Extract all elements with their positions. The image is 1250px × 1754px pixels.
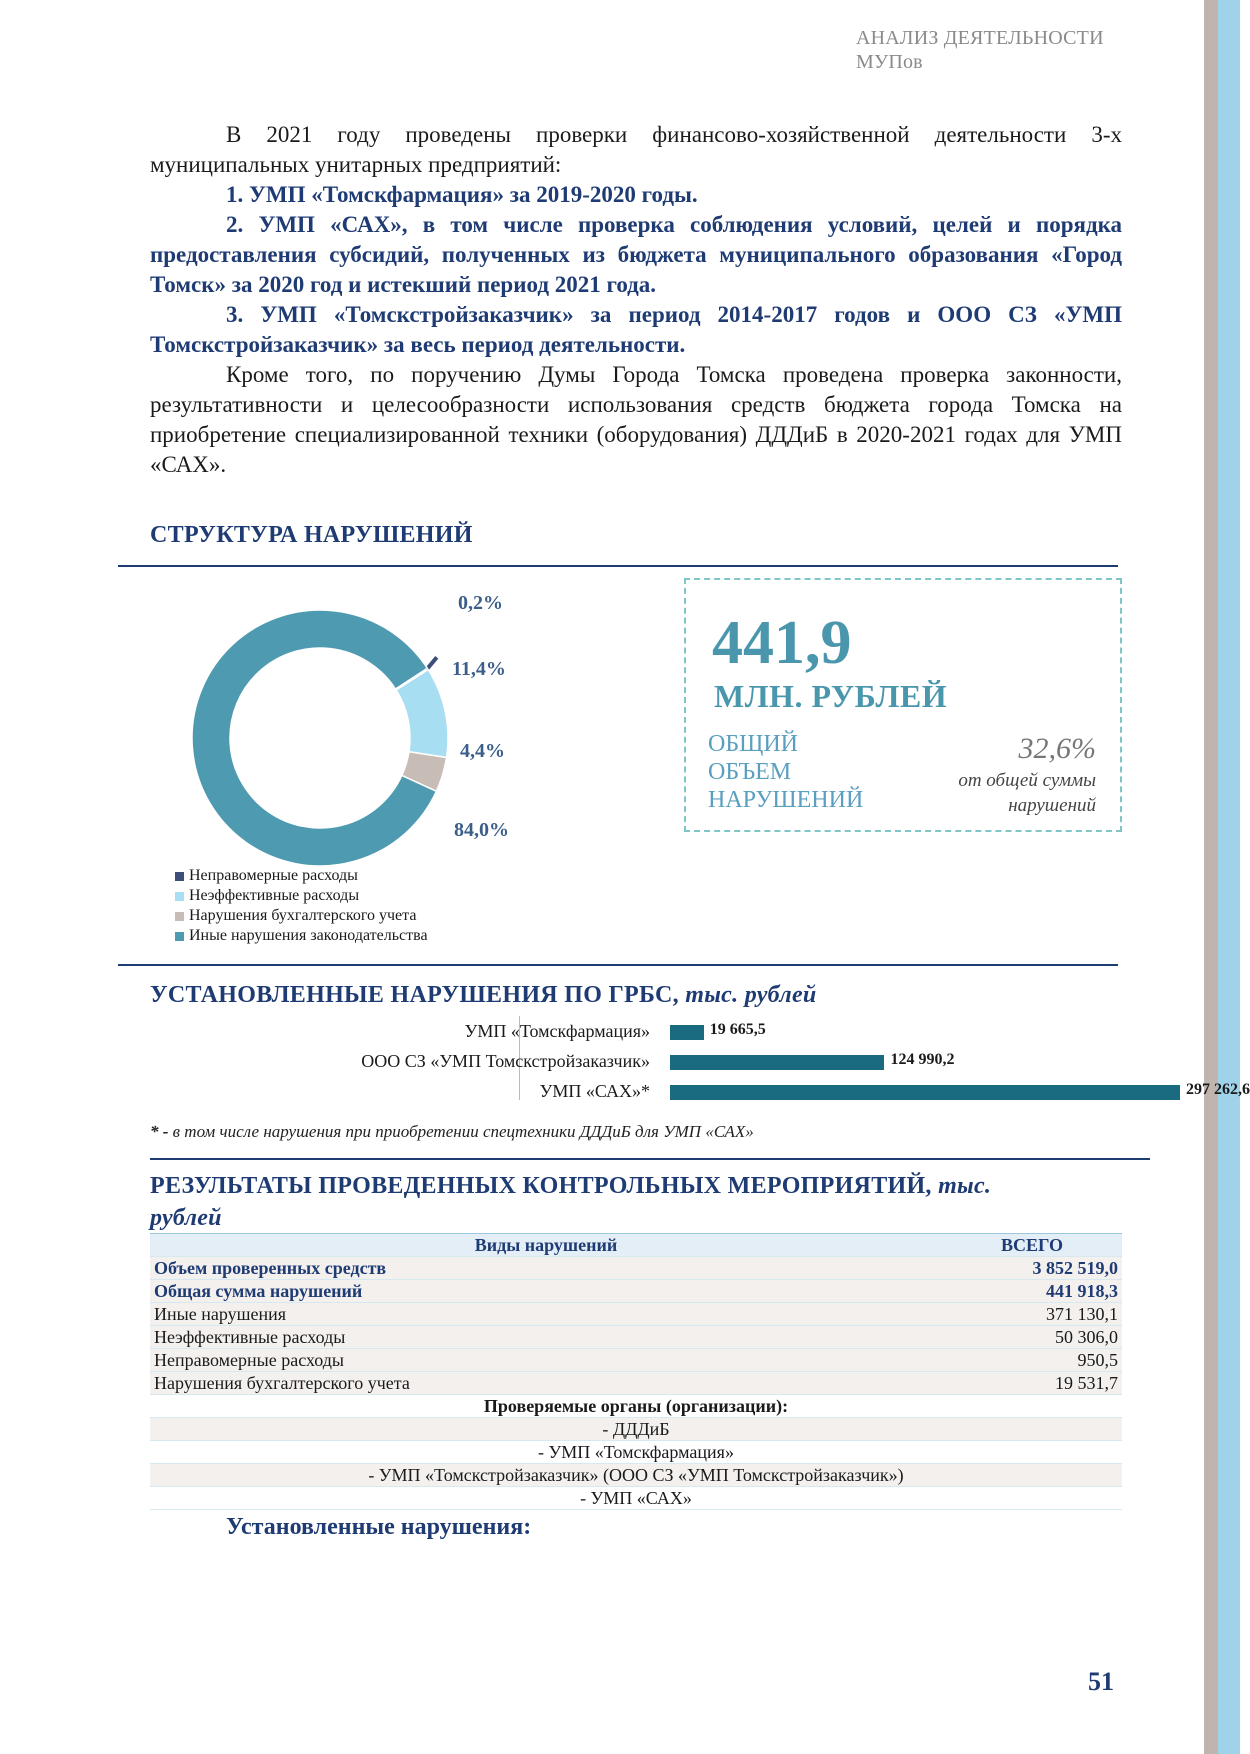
org-row: [150, 1464, 1122, 1487]
legend-swatch: [175, 872, 184, 881]
footnote-mark: * -: [150, 1122, 169, 1141]
header-line-1: АНАЛИЗ ДЕЯТЕЛЬНОСТИ: [856, 27, 1104, 49]
org-item: - УМП «САХ»: [150, 1487, 1122, 1510]
table-row: [150, 1372, 1122, 1395]
orgs-header-row: [150, 1395, 1122, 1418]
side-strip-gray: [1204, 0, 1218, 1754]
intro-item-2: 2. УМП «САХ», в том числе проверка соблюдения условий, целей и порядка предоставления субсидий, полученных из бюджета муниципального образования «Город Томск» за 2020 год и истекший период 2021 года.: [150, 212, 1122, 297]
table-header-row: [150, 1234, 1122, 1257]
row-value: 19 531,7: [942, 1372, 1122, 1395]
donut-legend: [175, 866, 428, 946]
running-header: [856, 26, 1104, 74]
side-strip-blue: [1218, 0, 1240, 1754]
footnote: [150, 1122, 754, 1142]
bar-row: [150, 1078, 1250, 1106]
table-row: [150, 1326, 1122, 1349]
bar-row: [150, 1018, 1130, 1046]
share-note: от общей суммы нарушений: [958, 770, 1096, 816]
row-label: Неэффективные расходы: [150, 1326, 942, 1349]
pct-label-illegal: 0,2%: [458, 592, 503, 614]
intro-item-3: 3. УМП «Томскстройзаказчик» за период 2014-2017 годов и ООО СЗ «УМП Томскстройзаказчик» за весь период деятельности.: [150, 302, 1122, 357]
table-row: [150, 1280, 1122, 1303]
row-value: 371 130,1: [942, 1303, 1122, 1326]
row-value: 3 852 519,0: [942, 1257, 1122, 1280]
results-title: [150, 1170, 1122, 1234]
share-pct: 32,6%: [1018, 732, 1096, 765]
table-row: [150, 1349, 1122, 1372]
legend-swatch: [175, 932, 184, 941]
orgs-header: Проверяемые органы (организации):: [150, 1395, 1122, 1418]
bar-sakh: [670, 1085, 1180, 1100]
intro-paragraph-2: Кроме того, по поручению Думы Города Томска проведена проверка законности, результативности и целесообразности использования средств бюджета города Томска на приобретение специализированной техники (оборудования) ДДДиБ в 2020-2021 годах для УМП «САХ».: [150, 362, 1122, 477]
org-item: - ДДДиБ: [150, 1418, 1122, 1441]
legend-label: Неэффективные расходы: [189, 887, 360, 904]
final-heading: Установленные нарушения:: [226, 1514, 532, 1540]
total-label: [708, 730, 888, 814]
section-rule: [118, 964, 1118, 966]
legend-item: [175, 926, 428, 946]
legend-label: Иные нарушения законодательства: [189, 927, 428, 944]
grbs-title: [150, 982, 817, 1009]
section-rule: [150, 1158, 1150, 1160]
total-value: 441,9: [712, 609, 852, 677]
pct-label-accounting: 4,4%: [460, 740, 505, 762]
row-label: Нарушения бухгалтерского учета: [150, 1372, 942, 1395]
col-header-type: Виды нарушений: [150, 1234, 942, 1257]
page-number: 51: [1088, 1667, 1114, 1696]
row-label: Иные нарушения: [150, 1303, 942, 1326]
intro-paragraph: В 2021 году проведены проверки финансово-хозяйственной деятельности 3-х муниципальных унитарных предприятий:: [150, 122, 1122, 177]
legend-item: [175, 906, 428, 926]
structure-title: СТРУКТУРА НАРУШЕНИЙ: [150, 522, 473, 548]
legend-label: Неправомерные расходы: [189, 867, 358, 884]
org-item: - УМП «Томскфармация»: [150, 1441, 1122, 1464]
org-row: [150, 1487, 1122, 1510]
bar-tomskstroy: [670, 1055, 884, 1070]
row-label: Неправомерные расходы: [150, 1349, 942, 1372]
legend-item: [175, 866, 428, 886]
section-rule: [118, 565, 1118, 567]
bar-value: 124 990,2: [890, 1051, 955, 1068]
org-row: [150, 1441, 1122, 1464]
bar-tomskfarm: [670, 1025, 704, 1040]
donut-chart: [160, 578, 480, 898]
table-row: [150, 1303, 1122, 1326]
total-unit: МЛН. РУБЛЕЙ: [714, 678, 948, 714]
legend-label: Нарушения бухгалтерского учета: [189, 907, 417, 924]
legend-item: [175, 886, 428, 906]
grbs-title-text: УСТАНОВЛЕННЫЕ НАРУШЕНИЯ ПО ГРБС,: [150, 982, 679, 1008]
bar-category: УМП «САХ»*: [539, 1081, 650, 1101]
legend-swatch: [175, 912, 184, 921]
pct-label-inefficient: 11,4%: [452, 658, 506, 680]
total-label-line: ОБЪЕМ: [708, 759, 792, 785]
bar-value: 19 665,5: [709, 1021, 766, 1038]
header-line-2: МУПов: [856, 51, 923, 73]
col-header-total: ВСЕГО: [942, 1234, 1122, 1257]
pct-label-other: 84,0%: [454, 819, 509, 841]
row-value: 441 918,3: [942, 1280, 1122, 1303]
results-table: [150, 1233, 1122, 1510]
org-row: [150, 1418, 1122, 1441]
bar-row: [150, 1048, 1130, 1076]
org-item: - УМП «Томскстройзаказчик» (ООО СЗ «УМП Томскстройзаказчик»): [150, 1464, 1122, 1487]
donut-svg: [160, 578, 480, 898]
bar-value: 297 262,6: [1186, 1081, 1250, 1098]
total-label-line: ОБЩИЙ: [708, 731, 798, 757]
total-label-line: НАРУШЕНИЙ: [708, 787, 864, 813]
total-volume-box: [684, 578, 1122, 832]
row-label: Объем проверенных средств: [150, 1257, 942, 1280]
results-title-unit: тыс.: [938, 1173, 992, 1199]
row-value: 950,5: [942, 1349, 1122, 1372]
legend-swatch: [175, 892, 184, 901]
grbs-title-unit: тыс. рублей: [685, 982, 817, 1008]
results-title-unit: рублей: [150, 1205, 222, 1231]
intro-item-1: 1. УМП «Томскфармация» за 2019-2020 годы.: [226, 182, 698, 207]
slice-other: [192, 610, 436, 866]
results-title-text: РЕЗУЛЬТАТЫ ПРОВЕДЕННЫХ КОНТРОЛЬНЫХ МЕРОПРИЯТИЙ,: [150, 1173, 932, 1199]
footnote-text: в том числе нарушения при приобретении спецтехники ДДДиБ для УМП «САХ»: [172, 1122, 754, 1141]
row-value: 50 306,0: [942, 1326, 1122, 1349]
bar-category: УМП «Томскфармация»: [464, 1021, 650, 1041]
row-label: Общая сумма нарушений: [150, 1280, 942, 1303]
bar-category: ООО СЗ «УМП Томскстройзаказчик»: [361, 1051, 650, 1071]
table-row: [150, 1257, 1122, 1280]
intro-text: [150, 120, 1122, 480]
